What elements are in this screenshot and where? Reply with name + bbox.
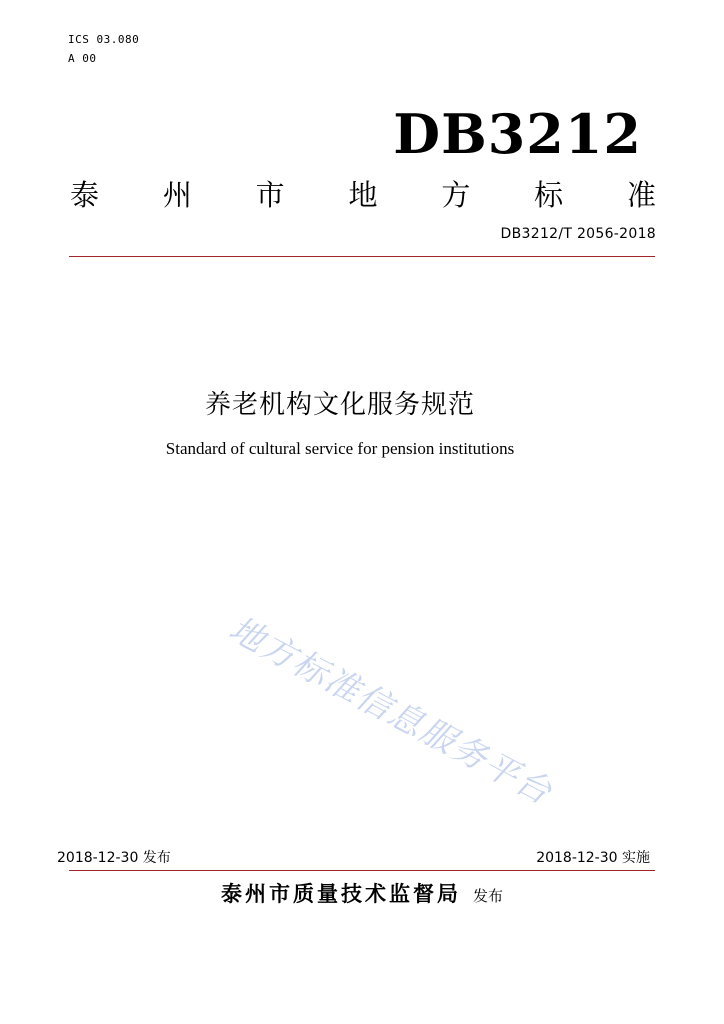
- footer-divider: [69, 870, 655, 871]
- standard-type-heading: [70, 174, 656, 216]
- issuer-name: 泰州市质量技术监督局: [220, 882, 461, 906]
- standard-type-char: 泰: [70, 178, 100, 212]
- standard-type-char: 州: [162, 178, 192, 212]
- standard-code-large: DB3212: [393, 102, 642, 166]
- implementation-date: 2018-12-30 实施: [536, 850, 650, 866]
- header-divider: [69, 256, 655, 257]
- issue-date: 2018-12-30 发布: [57, 850, 171, 866]
- standard-type-char: 方: [441, 178, 471, 212]
- issuer-suffix: 发布: [472, 887, 503, 905]
- standard-type-char: 市: [255, 178, 285, 212]
- watermark: 地方标准信息服务平台: [222, 609, 560, 814]
- standard-type-char: 标: [534, 178, 564, 212]
- document-title-english: Standard of cultural service for pension institutions: [165, 439, 515, 458]
- issuer-line: [0, 878, 724, 908]
- standard-type-char: 地: [348, 178, 378, 212]
- ccs-code: A 00: [68, 52, 97, 65]
- standard-type-char: 准: [626, 178, 656, 212]
- document-title-chinese: 养老机构文化服务规范: [204, 390, 475, 420]
- standard-number: DB3212/T 2056-2018: [500, 226, 656, 242]
- ics-code: ICS 03.080: [68, 33, 140, 46]
